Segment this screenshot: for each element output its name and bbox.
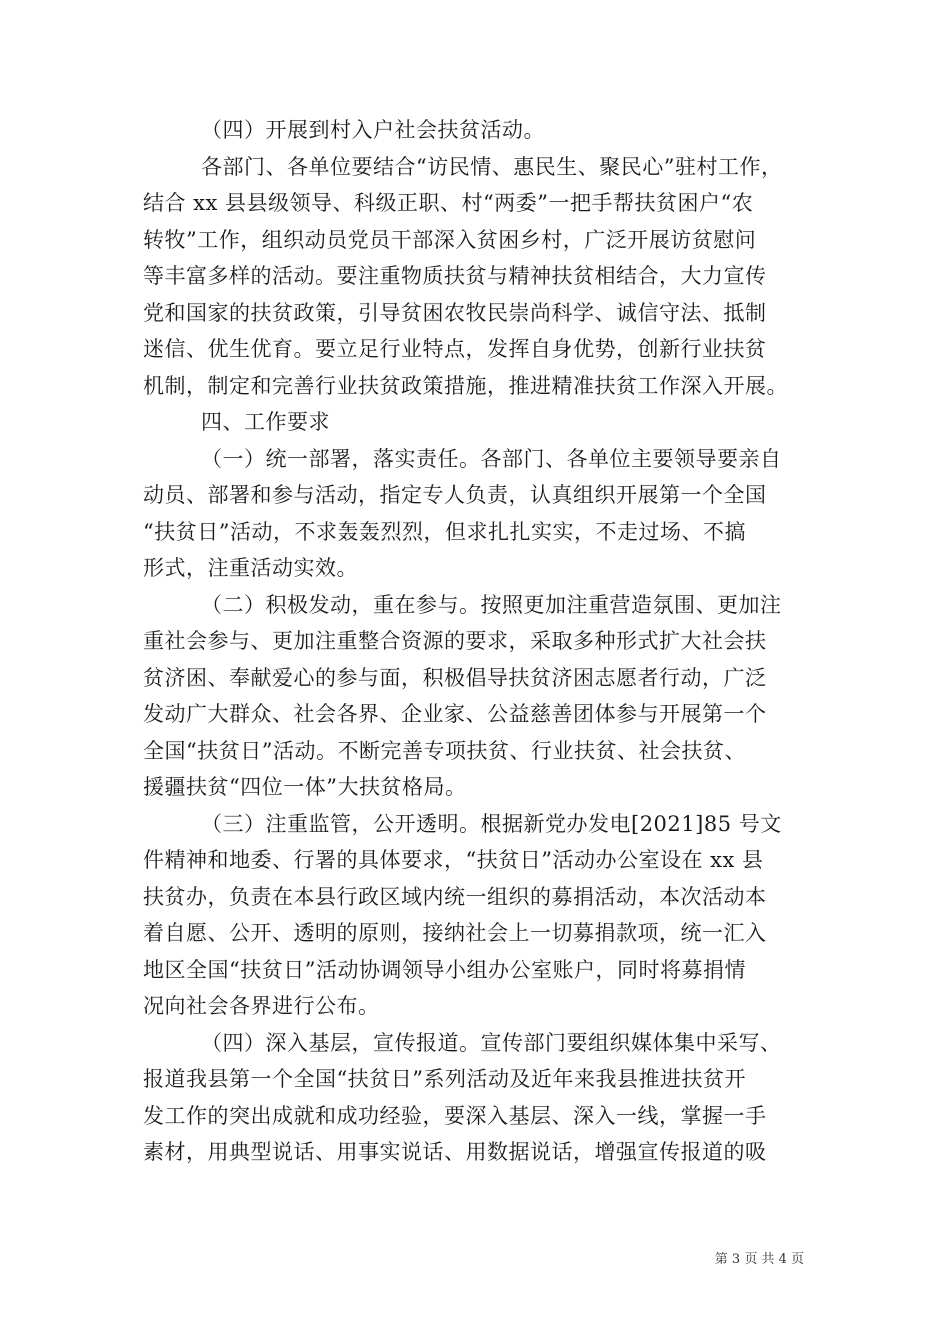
paragraph-line: 贫济困、奉献爱心的参与面，积极倡导扶贫济困志愿者行动，广泛 (143, 665, 767, 690)
paragraph-line: “扶贫日”活动，不求轰轰烈烈，但求扎扎实实，不走过场、不搞 (143, 519, 746, 544)
paragraph-line: 迷信、优生优育。要立足行业特点，发挥自身优势，创新行业扶贫 (143, 337, 767, 361)
paragraph-line: （一）统一部署，落实责任。各部门、各单位主要领导要亲自 (201, 446, 782, 471)
paragraph-line: 件精神和地委、行署的具体要求，“扶贫日”活动办公室设在 xx 县 (143, 848, 764, 872)
paragraph-line: （三）注重监管，公开透明。根据新党办发电[2021]85 号文 (201, 811, 782, 836)
paragraph-line: （四）开展到村入户社会扶贫活动。 (201, 118, 545, 142)
paragraph-line: 着自愿、公开、透明的原则，接纳社会上一切募捐款项，统一汇入 (143, 921, 767, 945)
paragraph-line: 况向社会各界进行公布。 (143, 994, 380, 1018)
paragraph-line: 发动广大群众、社会各界、企业家、公益慈善团体参与开展第一个 (143, 702, 767, 726)
paragraph-line: 等丰富多样的活动。要注重物质扶贫与精神扶贫相结合，大力宣传 (143, 264, 767, 288)
paragraph-line: 发工作的突出成就和成功经验，要深入基层、深入一线，掌握一手 (143, 1103, 767, 1128)
section-heading: 四、工作要求 (201, 410, 330, 434)
paragraph-line: （四）深入基层，宣传报道。宣传部门要组织媒体集中采写、 (201, 1030, 782, 1055)
paragraph-line: （二）积极发动，重在参与。按照更加注重营造氛围、更加注 (201, 592, 782, 617)
paragraph-line: 全国“扶贫日”活动。不断完善专项扶贫、行业扶贫、社会扶贫、 (143, 738, 746, 763)
paragraph-line: 扶贫办，负责在本县行政区域内统一组织的募捐活动，本次活动本 (143, 884, 767, 909)
document-body (143, 112, 815, 1171)
paragraph-line: 结合 xx 县县级领导、科级正职、村“两委”一把手帮扶贫困户“农 (143, 191, 754, 215)
paragraph-line: 机制，制定和完善行业扶贫政策措施，推进精准扶贫工作深入开展。 (143, 373, 788, 398)
paragraph-line: 援疆扶贫“四位一体”大扶贫格局。 (143, 775, 467, 799)
paragraph-line: 报道我县第一个全国“扶贫日”系列活动及近年来我县推进扶贫开 (143, 1067, 746, 1091)
paragraph-line: 重社会参与、更加注重整合资源的要求，采取多种形式扩大社会扶 (143, 629, 767, 653)
paragraph-line: 转牧”工作，组织动员党员干部深入贫困乡村，广泛开展访贫慰问 (143, 227, 757, 252)
paragraph-line: 各部门、各单位要结合“访民情、惠民生、聚民心”驻村工作， (201, 154, 783, 179)
paragraph-line: 地区全国“扶贫日”活动协调领导小组办公室账户，同时将募捐情 (143, 957, 746, 982)
paragraph-line: 素材，用典型说话、用事实说话、用数据说话，增强宣传报道的吸 (143, 1140, 767, 1164)
paragraph-line: 形式，注重活动实效。 (143, 556, 358, 580)
paragraph-line: 党和国家的扶贫政策，引导贫困农牧民崇尚科学、诚信守法、抵制 (143, 300, 767, 325)
paragraph-line: 动员、部署和参与活动，指定专人负责，认真组织开展第一个全国 (143, 483, 767, 507)
page-number: 第 3 页 共 4 页 (714, 1252, 804, 1267)
